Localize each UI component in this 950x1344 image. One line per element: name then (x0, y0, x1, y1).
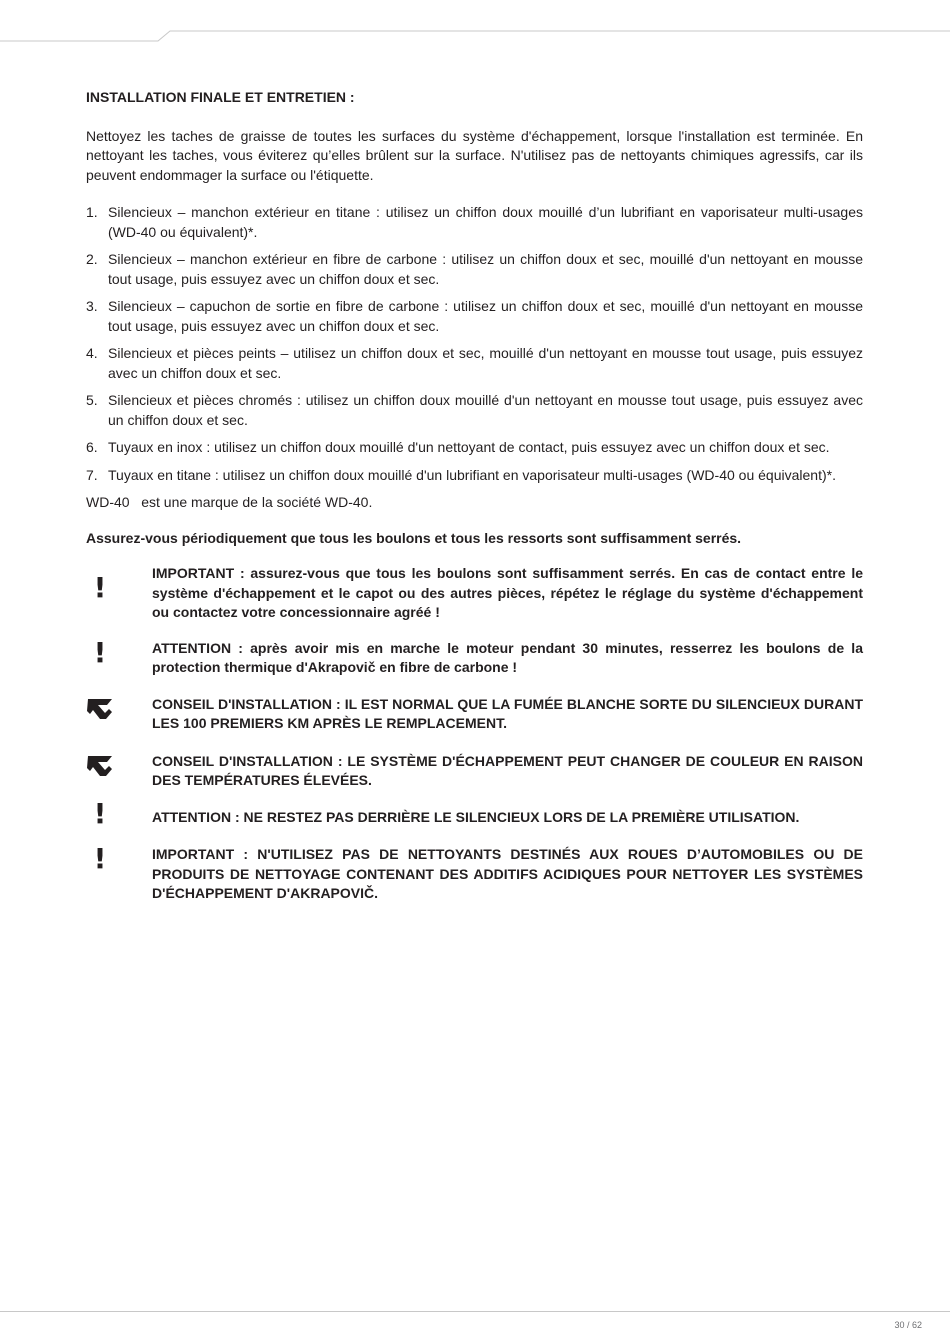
maintenance-steps-list (86, 203, 863, 485)
notice-tip-color-change (86, 752, 863, 791)
list-item (86, 344, 863, 383)
trademark-note: WD-40 est une marque de la société WD-40. (86, 494, 373, 510)
exclamation-icon: ! (93, 635, 107, 669)
notice-text: CONSEIL D'INSTALLATION : LE SYSTÈME D'ÉCHAPPEMENT PEUT CHANGER DE COULEUR EN RAISON DES TEMPÉRATURES ÉLEVÉES. (152, 752, 863, 788)
list-item (86, 466, 863, 486)
page-content (86, 88, 863, 904)
list-item (86, 438, 863, 458)
step-number: 3. (86, 298, 98, 314)
step-number: 6. (86, 439, 98, 455)
step-text: Silencieux – manchon extérieur en fibre de carbone : utilisez un chiffon doux et sec, mouillé d'un nettoyant en mousse tout usage, puis essuyez avec un chiffon doux et sec. (108, 251, 863, 287)
notice-important-bolts (86, 564, 863, 623)
list-item (86, 297, 863, 336)
step-number: 2. (86, 251, 98, 267)
list-item (86, 250, 863, 289)
intro-paragraph: Nettoyez les taches de graisse de toutes les surfaces du système d'échappement, lorsque l'installation est terminée. En nettoyant les taches, vous éviterez qu’elles brûlent sur la surface. N'utilisez pas de nettoyants chimiques agressifs, car ils peuvent endommager la surface ou l'étiquette. (86, 127, 863, 183)
step-text: Tuyaux en inox : utilisez un chiffon doux mouillé d'un nettoyant de contact, puis essuyez avec un chiffon doux et sec. (108, 439, 830, 455)
bolt-reminder: Assurez-vous périodiquement que tous les boulons et tous les ressorts sont suffisamment serrés. (86, 529, 742, 546)
step-text: Tuyaux en titane : utilisez un chiffon doux mouillé d'un lubrifiant en vaporisateur multi-usages (WD-40 ou équivalent)*. (108, 466, 836, 483)
list-item (86, 391, 863, 430)
section-title: INSTALLATION FINALE ET ENTRETIEN : (86, 89, 355, 105)
list-item (86, 203, 863, 242)
notice-important-cleaners (86, 842, 863, 904)
page-number: 30 / 62 (894, 1320, 922, 1330)
notice-tip-white-smoke (86, 695, 863, 734)
notice-attention-heat-shield (86, 635, 863, 678)
notice-text: ATTENTION : après avoir mis en marche le moteur pendant 30 minutes, resserrez les boulons de la protection thermique d'Akrapovič en fibre de carbone ! (152, 639, 863, 675)
notice-text: IMPORTANT : assurez-vous que tous les boulons sont suffisamment serrés. En cas de contact entre le système d'échappement et le capot ou des autres pièces, répétez le réglage du système d'échappement ou contactez votre concessionnaire agréé ! (152, 565, 863, 620)
notice-text: ATTENTION : NE RESTEZ PAS DERRIÈRE LE SILENCIEUX LORS DE LA PREMIÈRE UTILISATION. (152, 808, 800, 825)
step-number: 7. (86, 466, 98, 483)
step-text: Silencieux et pièces peints – utilisez un chiffon doux et sec, mouillé d'un nettoyant en mousse tout usage, puis essuyez avec un chiffon doux et sec. (108, 345, 863, 381)
step-text: Silencieux et pièces chromés : utilisez un chiffon doux mouillé d'un nettoyant en mousse tout usage, puis essuyez avec un chiffon doux et sec. (108, 392, 863, 428)
notice-text: IMPORTANT : N'UTILISEZ PAS DE NETTOYANTS DESTINÉS AUX ROUES D’AUTOMOBILES OU DE PRODUITS DE NETTOYAGE CONTENANT DES ADDITIFS ACIDIQUES POUR NETTOYER LES SYSTÈMES D'ÉCHAPPEMENT D'AKRAPOVIČ. (152, 846, 863, 901)
exclamation-icon: ! (93, 842, 107, 875)
step-text: Silencieux – capuchon de sortie en fibre de carbone : utilisez un chiffon doux et sec, mouillé d'un nettoyant en mousse tout usage, puis essuyez avec un chiffon doux et sec. (108, 298, 863, 334)
akrapovic-logo-icon (86, 753, 114, 779)
exclamation-icon: ! (93, 796, 107, 830)
notice-text: CONSEIL D'INSTALLATION : IL EST NORMAL QUE LA FUMÉE BLANCHE SORTE DU SILENCIEUX DURANT LES 100 PREMIERS KM APRÈS LE REMPLACEMENT. (152, 695, 863, 731)
step-number: 4. (86, 345, 98, 361)
step-number: 1. (86, 204, 98, 220)
akrapovic-logo-icon (86, 696, 114, 722)
header-rule (0, 28, 950, 44)
notice-attention-stand-behind (86, 796, 863, 830)
step-number: 5. (86, 392, 98, 408)
footer-rule (0, 1311, 950, 1312)
step-text: Silencieux – manchon extérieur en titane : utilisez un chiffon doux mouillé d’un lubrifiant en vaporisateur multi-usages (WD-40 ou équivalent)*. (108, 204, 863, 240)
exclamation-icon: ! (93, 571, 107, 604)
